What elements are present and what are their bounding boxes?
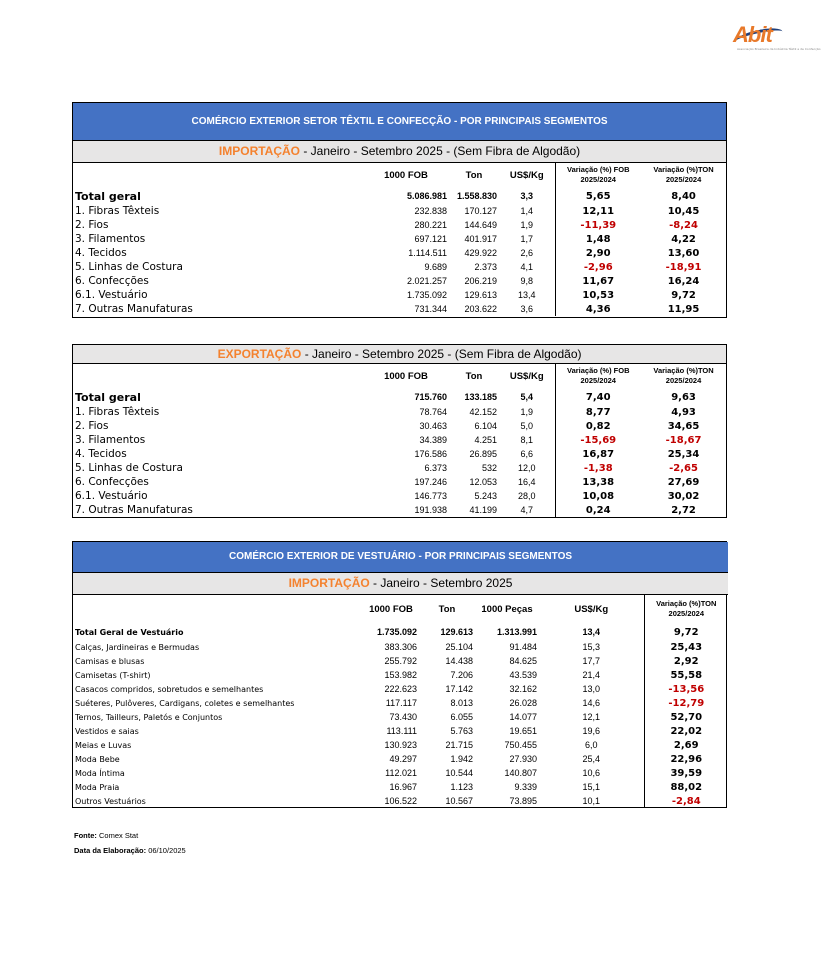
cell-fob: 222.623 [384, 684, 417, 694]
date-note: Data da Elaboração: 06/10/2025 [74, 846, 186, 855]
table-row [73, 260, 726, 274]
cell-fob: 49.297 [389, 754, 417, 764]
table-row [73, 204, 726, 218]
cell-usd: 1,7 [520, 234, 533, 244]
cell-pecas: 43.539 [509, 670, 537, 680]
cell-fob: 232.838 [414, 206, 447, 216]
cell-ton: 10.544 [445, 768, 473, 778]
cell-var-fob: -15,69 [555, 433, 641, 447]
cell-fob: 176.586 [414, 449, 447, 459]
row-label: 2. Fios [75, 219, 109, 231]
cell-var-fob: 8,77 [555, 405, 641, 419]
cell-usd: 17,7 [582, 656, 601, 666]
cell-usd: 10,6 [582, 768, 601, 778]
section-label: IMPORTAÇÃO [288, 576, 370, 590]
cell-ton: 4.251 [474, 435, 497, 445]
table-row [73, 461, 726, 475]
table-row [73, 696, 728, 710]
cell-pecas: 73.895 [509, 796, 537, 806]
table-row [73, 503, 726, 517]
section-header [73, 345, 726, 363]
table-row [73, 640, 728, 654]
cell-pecas: 84.625 [509, 656, 537, 666]
cell-fob: 2.021.257 [406, 276, 447, 286]
cell-ton: 170.127 [464, 206, 497, 216]
cell-ton: 5.763 [450, 726, 473, 736]
cell-fob: 16.967 [389, 782, 417, 792]
row-label: 6.1. Vestuário [75, 289, 148, 301]
cell-usd: 8,1 [520, 435, 533, 445]
col-header-var-ton: Variação (%)TON 2025/2024 [653, 366, 714, 386]
cell-var-ton: 10,45 [667, 205, 700, 217]
cell-usd: 12,0 [517, 463, 536, 473]
cell-var-fob: -1,38 [555, 461, 641, 475]
cell-var-fob: 11,67 [555, 274, 641, 288]
row-label: Camisas e blusas [75, 656, 145, 666]
cell-usd: 10,1 [582, 796, 601, 806]
row-label: Suéteres, Pulôveres, Cardigans, coletes e semelhantes [75, 698, 295, 708]
table-row [73, 232, 726, 246]
cell-ton: 42.152 [469, 407, 497, 417]
row-label: 4. Tecidos [75, 247, 127, 259]
cell-fob: 130.923 [384, 740, 417, 750]
cell-var-ton: 25,43 [644, 640, 728, 654]
cell-var-fob: 7,40 [555, 389, 641, 405]
col-header-ton: Ton [465, 169, 483, 181]
cell-fob: 78.764 [419, 407, 447, 417]
table-row [73, 489, 726, 503]
cell-var-ton: 9,63 [671, 391, 696, 403]
table-row [73, 302, 726, 316]
col-header-var-ton: Variação (%)TON 2025/2024 [644, 594, 728, 624]
row-label: Calças, Jardineiras e Bermudas [75, 642, 200, 652]
table-row [73, 752, 728, 766]
section-period: - Janeiro - Setembro 2025 - (Sem Fibra de Algodão) [300, 144, 581, 158]
table-row [73, 419, 726, 433]
cell-usd: 25,4 [582, 754, 601, 764]
cell-usd: 16,4 [517, 477, 536, 487]
cell-ton: 12.053 [469, 477, 497, 487]
cell-ton: 144.649 [464, 220, 497, 230]
cell-var-ton: 11,95 [667, 303, 700, 315]
cell-ton: 203.622 [464, 304, 497, 314]
cell-pecas: 19.651 [509, 726, 537, 736]
cell-fob: 280.221 [414, 220, 447, 230]
row-label: 5. Linhas de Costura [75, 261, 183, 273]
cell-pecas: 27.930 [509, 754, 537, 764]
cell-var-fob: 0,24 [555, 503, 641, 517]
section-header [73, 140, 726, 162]
cell-ton: 5.243 [474, 491, 497, 501]
cell-ton: 6.104 [474, 421, 497, 431]
cell-usd: 13,4 [517, 290, 536, 300]
cell-usd: 5,0 [520, 421, 533, 431]
cell-usd: 5,4 [520, 392, 533, 402]
cell-var-fob: 4,36 [555, 302, 641, 316]
cell-usd: 2,6 [520, 248, 533, 258]
row-label: Outros Vestuários [75, 796, 146, 806]
cell-usd: 21,4 [582, 670, 601, 680]
table-row [73, 433, 726, 447]
cell-usd: 19,6 [582, 726, 601, 736]
cell-usd: 1,9 [520, 407, 533, 417]
cell-fob: 113.111 [386, 726, 417, 736]
cell-pecas: 26.028 [509, 698, 537, 708]
cell-ton: 133.185 [464, 392, 497, 402]
col-header-usd: US$/Kg [574, 603, 609, 615]
cell-ton: 532 [481, 463, 497, 473]
cell-var-ton: -13,56 [644, 682, 728, 696]
cell-var-ton: 4,22 [671, 233, 696, 245]
table-title: COMÉRCIO EXTERIOR SETOR TÊXTIL E CONFECÇÃO - POR PRINCIPAIS SEGMENTOS [73, 103, 726, 140]
cell-ton: 10.567 [445, 796, 473, 806]
col-header-var-fob: Variação (%) FOB 2025/2024 [555, 363, 641, 389]
cell-fob: 9.689 [424, 262, 447, 272]
total-row [73, 624, 728, 640]
cell-usd: 6,6 [520, 449, 533, 459]
cell-var-ton: 2,92 [644, 654, 728, 668]
table-row [73, 766, 728, 780]
cell-pecas: 14.077 [509, 712, 537, 722]
cell-var-ton: 2,72 [671, 504, 696, 516]
cell-pecas: 1.313.991 [496, 627, 537, 637]
cell-fob: 6.373 [424, 463, 447, 473]
cell-var-ton: 88,02 [644, 780, 728, 794]
cell-fob: 191.938 [414, 505, 447, 515]
total-row [73, 389, 726, 405]
col-header-fob: 1000 FOB [384, 169, 428, 181]
row-label: Total geral [75, 390, 141, 404]
cell-var-fob: 10,53 [555, 288, 641, 302]
cell-usd: 15,1 [582, 782, 601, 792]
cell-var-ton: 25,34 [667, 448, 700, 460]
cell-fob: 34.389 [419, 435, 447, 445]
cell-var-fob: 1,48 [555, 232, 641, 246]
cell-usd: 13,4 [582, 627, 601, 637]
cell-ton: 17.142 [445, 684, 473, 694]
cell-var-ton: 52,70 [644, 710, 728, 724]
row-label: 6. Confecções [75, 476, 149, 488]
logo-text: Abit [733, 22, 772, 47]
cell-var-fob: 12,11 [555, 204, 641, 218]
cell-fob: 146.773 [414, 491, 447, 501]
row-label: 1. Fibras Têxteis [75, 406, 160, 418]
cell-var-fob: 0,82 [555, 419, 641, 433]
row-label: Casacos compridos, sobretudos e semelhantes [75, 684, 264, 694]
cell-var-ton: 4,93 [671, 406, 696, 418]
cell-fob: 197.246 [414, 477, 447, 487]
table-row [73, 475, 726, 489]
cell-var-ton: -8,24 [669, 219, 698, 231]
table-row [73, 682, 728, 696]
table-title: COMÉRCIO EXTERIOR DE VESTUÁRIO - POR PRINCIPAIS SEGMENTOS [73, 542, 728, 572]
cell-usd: 9,8 [520, 276, 533, 286]
cell-fob: 117.117 [385, 698, 417, 708]
cell-pecas: 91.484 [509, 642, 537, 652]
cell-fob: 715.760 [414, 392, 447, 402]
cell-var-ton: 13,60 [667, 247, 700, 259]
cell-var-fob: -2,96 [555, 260, 641, 274]
cell-ton: 2.373 [474, 262, 497, 272]
cell-fob: 255.792 [384, 656, 417, 666]
cell-var-ton: 2,69 [644, 738, 728, 752]
cell-var-ton: -2,65 [669, 462, 698, 474]
col-header-ton: Ton [465, 370, 483, 382]
cell-fob: 106.522 [384, 796, 417, 806]
section-period: - Janeiro - Setembro 2025 - (Sem Fibra de Algodão) [301, 346, 582, 361]
row-label: 6. Confecções [75, 275, 149, 287]
cell-var-ton: 22,02 [644, 724, 728, 738]
abit-logo [733, 22, 821, 52]
cell-ton: 429.922 [464, 248, 497, 258]
cell-usd: 13,0 [582, 684, 601, 694]
cell-ton: 1.942 [450, 754, 473, 764]
cell-fob: 30.463 [419, 421, 447, 431]
row-label: 4. Tecidos [75, 448, 127, 460]
cell-usd: 12,1 [582, 712, 601, 722]
cell-var-ton: 55,58 [644, 668, 728, 682]
cell-ton: 21.715 [445, 740, 473, 750]
cell-ton: 41.199 [469, 505, 497, 515]
cell-var-ton: 9,72 [644, 624, 728, 640]
table-vestuario-importacao [72, 541, 727, 808]
table-textil-exportacao [72, 344, 727, 518]
row-label: Moda Praia [75, 782, 120, 792]
cell-usd: 4,1 [520, 262, 533, 272]
table-row [73, 668, 728, 682]
col-header-usd: US$/Kg [509, 370, 544, 382]
row-label: 3. Filamentos [75, 233, 146, 245]
row-label: Total Geral de Vestuário [75, 627, 184, 637]
table-row [73, 447, 726, 461]
cell-fob: 383.306 [384, 642, 417, 652]
table-row [73, 724, 728, 738]
cell-var-fob: 10,08 [555, 489, 641, 503]
cell-usd: 1,9 [520, 220, 533, 230]
cell-ton: 129.613 [440, 627, 473, 637]
col-header-fob: 1000 FOB [369, 603, 413, 615]
cell-var-fob: 2,90 [555, 246, 641, 260]
col-header-var-fob: Variação (%) FOB 2025/2024 [555, 162, 641, 188]
table-row [73, 405, 726, 419]
cell-pecas: 750.455 [504, 740, 537, 750]
source-note: Fonte: Comex Stat [74, 831, 139, 840]
row-label: 7. Outras Manufaturas [75, 504, 193, 516]
cell-ton: 7.206 [450, 670, 473, 680]
cell-var-fob: 13,38 [555, 475, 641, 489]
row-label: Ternos, Tailleurs, Paletós e Conjuntos [75, 712, 223, 722]
cell-usd: 6,0 [584, 740, 598, 750]
total-row [73, 188, 726, 204]
cell-var-ton: 34,65 [667, 420, 700, 432]
cell-fob: 5.086.981 [406, 191, 447, 201]
cell-fob: 1.735.092 [406, 290, 447, 300]
table-row [73, 794, 728, 808]
cell-var-ton: -2,84 [644, 794, 728, 808]
table-row [73, 780, 728, 794]
cell-fob: 153.982 [384, 670, 417, 680]
section-label: EXPORTAÇÃO [217, 346, 302, 361]
cell-fob: 731.344 [414, 304, 447, 314]
table-row [73, 274, 726, 288]
cell-var-fob: 5,65 [555, 188, 641, 204]
cell-pecas: 140.807 [504, 768, 537, 778]
cell-ton: 8.013 [450, 698, 473, 708]
cell-ton: 206.219 [464, 276, 497, 286]
cell-ton: 6.055 [450, 712, 473, 722]
row-label: 7. Outras Manufaturas [75, 303, 193, 315]
cell-ton: 129.613 [464, 290, 497, 300]
col-header-usd: US$/Kg [509, 169, 544, 181]
cell-usd: 3,6 [520, 304, 533, 314]
cell-pecas: 9.339 [514, 782, 537, 792]
cell-pecas: 32.162 [509, 684, 537, 694]
cell-ton: 1.558.830 [456, 191, 497, 201]
cell-fob: 697.121 [414, 234, 447, 244]
table-textil-importacao [72, 102, 727, 318]
cell-fob: 73.430 [389, 712, 417, 722]
col-header-ton: Ton [438, 603, 456, 615]
row-label: 5. Linhas de Costura [75, 462, 183, 474]
cell-fob: 1.735.092 [376, 627, 417, 637]
row-label: Vestidos e saias [75, 726, 139, 736]
cell-usd: 14,6 [582, 698, 601, 708]
cell-var-ton: 16,24 [667, 275, 700, 287]
section-period: - Janeiro - Setembro 2025 [369, 576, 513, 590]
table-row [73, 710, 728, 724]
cell-fob: 1.114.511 [408, 248, 447, 258]
col-header-var-ton: Variação (%)TON 2025/2024 [653, 165, 714, 185]
table-row [73, 218, 726, 232]
row-label: 2. Fios [75, 420, 109, 432]
cell-ton: 401.917 [464, 234, 497, 244]
col-header-fob: 1000 FOB [384, 370, 428, 382]
cell-ton: 14.438 [445, 656, 473, 666]
cell-var-ton: -12,79 [644, 696, 728, 710]
row-label: 6.1. Vestuário [75, 490, 148, 502]
section-label: IMPORTAÇÃO [218, 144, 301, 158]
table-row [73, 288, 726, 302]
cell-var-ton: 39,59 [644, 766, 728, 780]
row-label: 3. Filamentos [75, 434, 146, 446]
cell-ton: 25.104 [445, 642, 473, 652]
cell-usd: 28,0 [517, 491, 536, 501]
cell-fob: 112.021 [385, 768, 417, 778]
logo-subtitle: Associação Brasileira da Indústria Têxtil e de Confecção [737, 47, 821, 51]
cell-var-ton: -18,91 [665, 261, 702, 273]
row-label: Moda Íntima [75, 768, 125, 778]
cell-var-fob: -11,39 [555, 218, 641, 232]
cell-usd: 15,3 [582, 642, 601, 652]
section-header [73, 572, 728, 594]
cell-ton: 1.123 [450, 782, 473, 792]
cell-var-ton: -18,67 [665, 434, 702, 446]
row-label: Moda Bebe [75, 754, 120, 764]
cell-usd: 1,4 [520, 206, 533, 216]
col-header-pecas: 1000 Peças [481, 603, 533, 615]
cell-var-ton: 30,02 [667, 490, 700, 502]
table-row [73, 654, 728, 668]
cell-usd: 3,3 [520, 191, 533, 201]
cell-var-fob: 16,87 [555, 447, 641, 461]
cell-usd: 4,7 [520, 505, 533, 515]
cell-var-ton: 27,69 [667, 476, 700, 488]
row-label: Total geral [75, 189, 141, 203]
row-label: 1. Fibras Têxteis [75, 205, 160, 217]
cell-var-ton: 22,96 [644, 752, 728, 766]
cell-ton: 26.895 [469, 449, 497, 459]
table-row [73, 738, 728, 752]
table-row [73, 246, 726, 260]
cell-var-ton: 9,72 [671, 289, 696, 301]
cell-var-ton: 8,40 [671, 190, 696, 202]
row-label: Meias e Luvas [75, 740, 132, 750]
row-label: Camisetas (T-shirt) [75, 670, 151, 680]
